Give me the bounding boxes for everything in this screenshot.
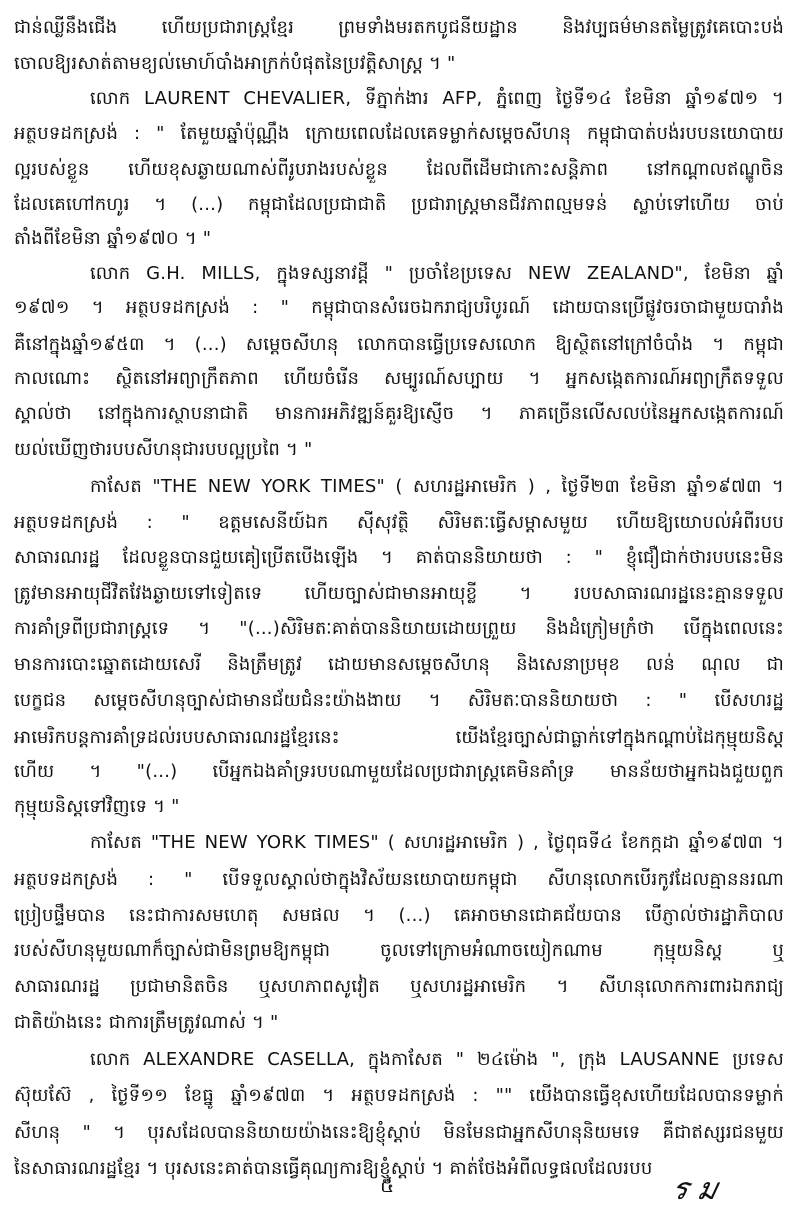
text-line: កាសែត "THE NEW YORK TIMES" ( សហរដ្ឋអាមេរិក ) , ថ្ងៃពុធទី៤ ខែកក្កដា ឆ្នាំ១៩៧៣ ។ <box>90 832 784 853</box>
text-line: ដែលគេហៅកហូរ ។ (...) កម្ពុជាដែលប្រជាជាតិ ប្រជារាស្ត្រមានជីវភាពល្មមទន់ ស្លាប់ទៅហើយ ចាប់ <box>14 194 784 215</box>
text-line: គឺនៅក្នុងឆ្នាំ១៩៥៣ ។ (...) សម្តេចសីហនុ លោកបានធ្វើប្រទេសលោក ឱ្យស្ថិតនៅក្រៅចំបាំង ។ កម្ពុជា <box>14 334 784 355</box>
text-line: ល្អរបស់ខ្លួន ហើយខុសឆ្ងាយណាស់ពីរូបរាងរបស់ខ្លួន ដែលពីដើមជាកោះសន្តិភាព នៅកណ្តាលឥណ្ឌូចិន <box>14 159 784 180</box>
text-line: មានការបោះឆ្នោតដោយសេរី និងត្រឹមត្រូវ ដោយមានសម្តេចសីហនុ និងសេនាប្រមុខ លន់ ណុល ជា <box>14 654 784 675</box>
text-line: សាធារណរដ្ឋ ប្រជាមានិតចិន ឬសហភាពសូវៀត ឬសហរដ្ឋអាមេរិក ។ សីហនុលោកការពារឯករាជ្យ <box>14 976 784 997</box>
text-line: ជាតិយ៉ាងនេះ ជាការត្រឹមត្រូវណាស់ ។ " <box>14 1012 279 1033</box>
text-line: កាលណោះ ស្ថិតនៅអព្យាក្រឹតភាព ហើយចំរើន សម្បូរណ៍សប្បាយ ។ អ្នកសង្កេតការណ៍អព្យាក្រឹតទទួល <box>14 368 784 389</box>
text-line: លោក LAURENT CHEVALIER, ទីភ្នាក់ងារ AFP, ភ្នំពេញ ថ្ងៃទី១៤ ខែមិនា ឆ្នាំ១៩៧១ ។ <box>90 88 784 109</box>
text-line: ស្គាល់ថា នៅក្នុងការស្ថាបនាជាតិ មានការអភិវឌ្ឍន៍គួរឱ្យស្ញើច ។ ភាគច្រើនលើសលប់នៃអ្នកសង្កេតការណ៍ <box>14 403 784 424</box>
text-line: តាំងពីខែមិនា ឆ្នាំ១៩៧០ ។ " <box>14 228 212 249</box>
text-line: កាសែត "THE NEW YORK TIMES" ( សហរដ្ឋអាមេរិក ) , ថ្ងៃទី២៣ ខែមិនា ឆ្នាំ១៩៧៣ ។ <box>90 476 784 497</box>
text-line: ជាន់ឈ្លីនឹងជើង ហើយប្រជារាស្ត្រខ្មែរ ព្រមទាំងមរតកបូជនីយដ្ឋាន និងវប្បធម៌មានតម្លៃត្រូវគេបោះបង់ <box>14 17 784 38</box>
text-line: នៃសាធារណរដ្ឋខ្មែរ ។ បុរសនេះគាត់បានធ្វើគុណ្យការឱ្យខ្ញុំស្តាប់ ។ គាត់ថែងអំពីលទ្ធផលដែលរបប <box>14 1158 653 1179</box>
text-line: ហើយ ។ "(...) បើអ្នកឯងគាំទ្ររបបណាមួយដែលប្រជារាស្ត្រគេមិនគាំទ្រ មានន័យថាអ្នកឯងជួយពួក <box>14 761 784 782</box>
text-line: សីហនុ " ។ បុរសដែលបាននិយាយយ៉ាងនេះឱ្យខ្ញុំស្តាប់ មិនមែនជាអ្នកសីហនុនិយមទេ គឺជាឥស្សរជនមួយ <box>14 1122 784 1143</box>
text-line: លោក G.H. MILLS, ក្នុងទស្សនាវដ្តី " ប្រចាំខែប្រទេស NEW ZEALAND", ខែមិនា ឆ្នាំ <box>90 263 784 284</box>
text-line: បេក្ខជន សម្តេចសីហនុច្បាស់ជាមានជ័យជំនះយ៉ាងងាយ ។ សិរិមតៈបាននិយាយថា : " បើសហរដ្ឋ <box>14 690 784 711</box>
text-line: លោក ALEXANDRE CASELLA, ក្នុងកាសែត " ២៤ម៉ោង ", ក្រុង LAUSANNE ប្រទេស <box>90 1049 784 1070</box>
text-line: ស៊ុយស៊ែ , ថ្ងៃទី១១ ខែធ្នូ ឆ្នាំ១៩៧៣ ។ អត្ថបទដកស្រង់ : "" យើងបានធ្វើខុសហើយដែលបានទម្លាក់ <box>14 1085 784 1106</box>
text-line: របស់សីហនុមួយណាក៏ច្បាស់ជាមិនព្រមឱ្យកម្ពុជា ចូលទៅក្រោមអំណាចយៀកណាម កុម្មុយនិស្ត ឬ <box>14 940 784 961</box>
text-line: ត្រូវមានអាយុជីវិតវែងឆ្ងាយទៅទៀតទេ ហើយច្បាស់ជាមានអាយុខ្លី ។ របបសាធារណរដ្ឋនេះគ្មានទទួល <box>14 583 784 604</box>
text-line: សាធារណរដ្ឋ ដែលខ្លួនបានជួយគៀប្រើតបើងឡើង ។ គាត់បាននិយាយថា : " ខ្ញុំជឿជាក់ថារបបនេះមិន <box>14 547 784 568</box>
handwritten-mark: ร ม <box>668 1172 722 1207</box>
text-line: អត្ថបទដកស្រង់ : " តែមួយឆ្នាំប៉ុណ្ណឹង ក្រោយពេលដែលគេទម្លាក់សម្តេចសីហនុ កម្ពុជាបាត់បង់របបនយោបាយ <box>14 123 784 144</box>
text-line: អាមេរិកបន្តការគាំទ្រដល់របបសាធារណរដ្ឋខ្មែរនេះ យើងខ្មែរច្បាស់ជាធ្លាក់ទៅក្នុងកណ្តាប់ដៃកុម្មុយនិស្ត <box>14 727 784 748</box>
text-line: អត្ថបទដកស្រង់ : " បើទទួលស្គាល់ថាក្នុងវិស័យនយោបាយកម្ពុជា សីហនុលោកបើរកូវដែលគ្មាននរណា <box>14 869 784 890</box>
text-line: ១៩៧១ ។ អត្ថបទដកស្រង់ : " កម្ពុជាបានសំរេចឯករាជ្យបរិបូរណ៍ ដោយបានប្រើផ្លូវចរចាជាមួយបារាំង <box>14 297 784 318</box>
text-line: ការគាំទ្រពីប្រជារាស្ត្រទេ ។ "(...)សិរិមតៈគាត់បាននិយាយដោយព្រួយ និងដំក្រៀមក្រំថា បើក្នុងពេលនេះ <box>14 618 784 639</box>
text-line: អត្ថបទដកស្រង់ : " ឧត្តមសេនីយ៍ឯក ស៊ីសុវត្ថិ សិរិមតៈធ្វើសម្តាសមួយ ហើយឱ្យយោបល់អំពីរបប <box>14 512 784 533</box>
text-line: យល់ឃើញថារបបសីហនុជារបបល្អប្រពៃ ។ " <box>14 439 313 460</box>
page-number: ៥ <box>380 1173 395 1197</box>
text-line: ប្រៀបផ្ទឹមបាន នេះជាការសមហេតុ សមផល ។ (...) គេអាចមានជោគជ័យបាន បើភ្ញាល់ថារដ្ឋាភិបាល <box>14 905 784 926</box>
text-line: កុម្មុយនិស្តទៅវិញទេ ។ " <box>14 796 180 817</box>
text-line: ចោលឱ្យរសាត់តាមខ្យល់មោហ៍បាំងអាក្រក់បំផុតនៃប្រវត្តិសាស្ត្រ ។ " <box>14 53 456 74</box>
